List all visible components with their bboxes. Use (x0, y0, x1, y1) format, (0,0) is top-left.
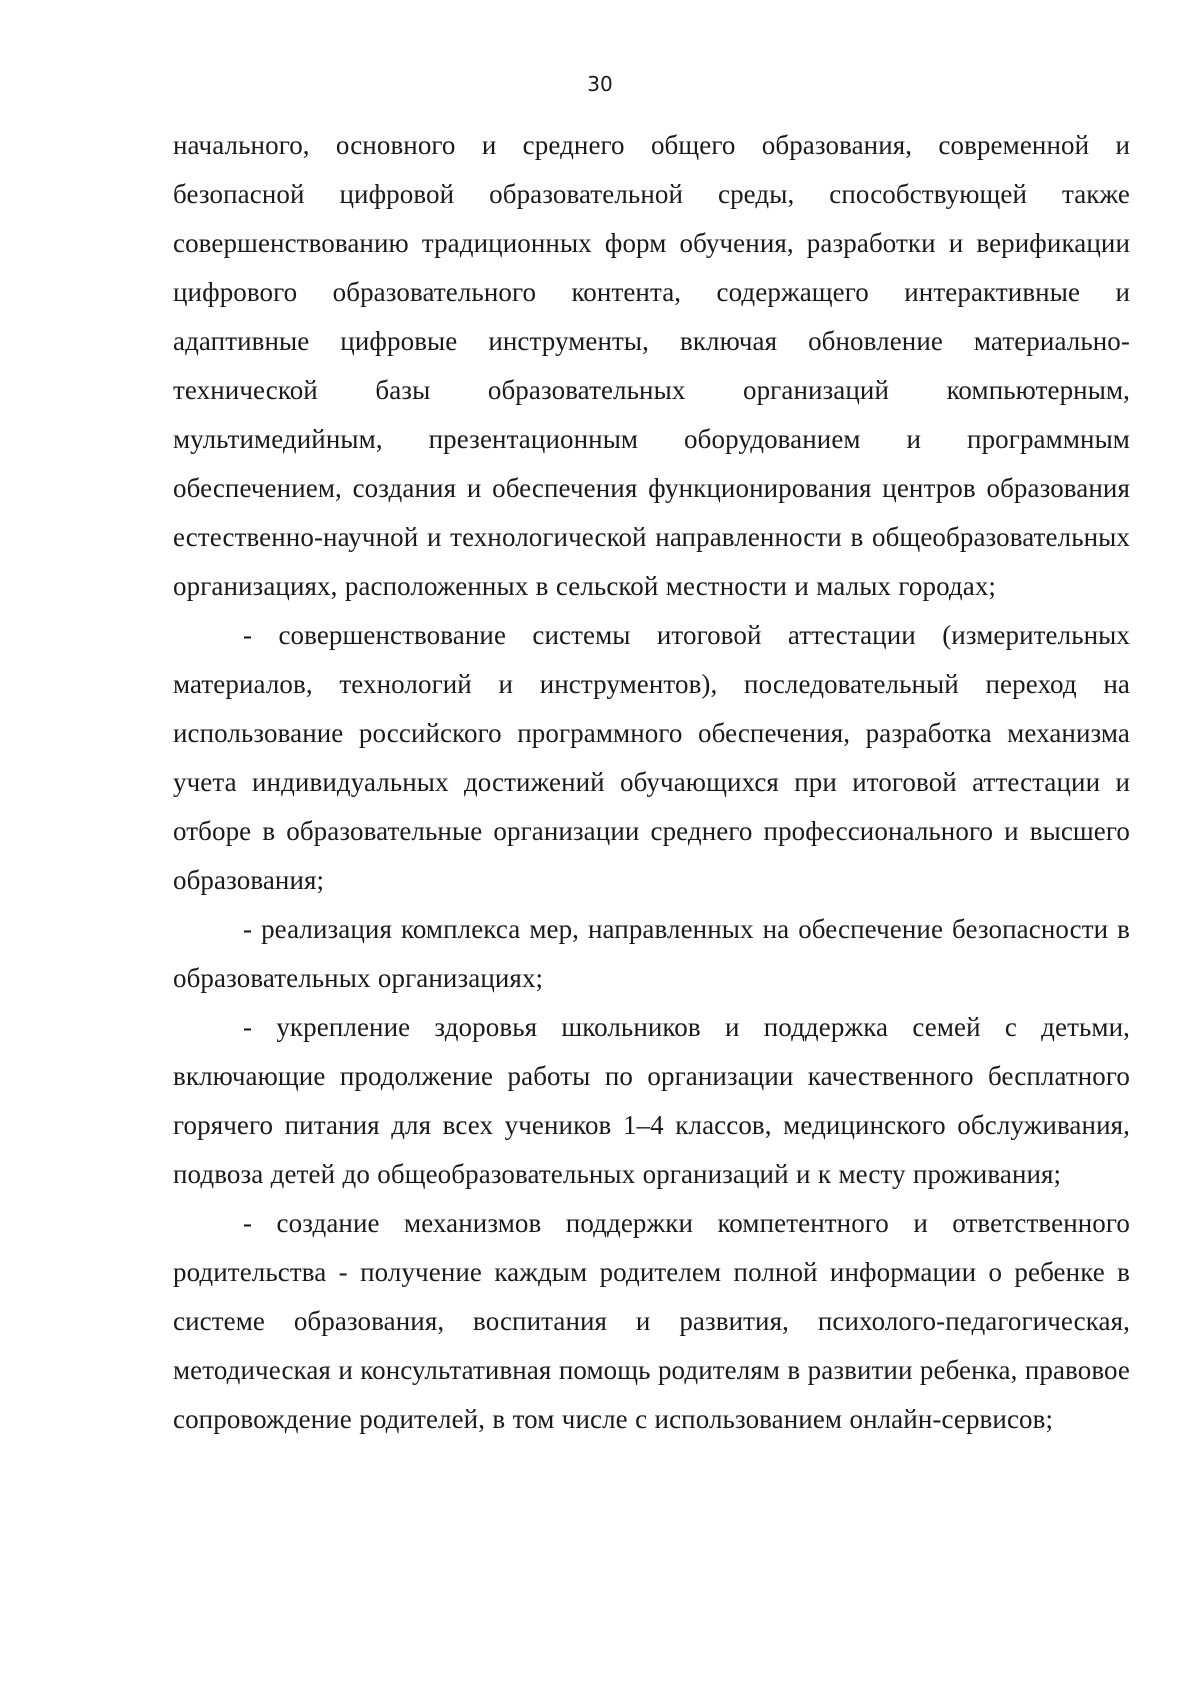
document-body (173, 121, 1130, 1444)
paragraph-health-support: - укрепление здоровья школьников и поддержка семей с детьми, включающие продолжение работы по организации качественного бесплатного горячего питания для всех учеников 1–4 классов, медицинского обслуживания, подвоза детей до общеобразовательных организаций и к месту проживания; (173, 1012, 1130, 1189)
paragraph-continuation: начального, основного и среднего общего образования, современной и безопасной цифровой образовательной среды, способствующей также совершенствованию традиционных форм обучения, разработки и верификации цифрового образовательного контента, содержащего интерактивные и адаптивные цифровые инструменты, включая обновление материально-технической базы образовательных организаций компьютерным, мультимедийным, презентационным оборудованием и программным обеспечением, создания и обеспечения функционирования центров образования естественно-научной и технологической направленности в общеобразовательных организациях, расположенных в сельской местности и малых городах; (173, 130, 1130, 601)
page-number: 30 (587, 72, 613, 96)
paragraph-parenting-support: - создание механизмов поддержки компетентного и ответственного родительства - получение каждым родителем полной информации о ребенке в системе образования, воспитания и развития, психолого-педагогическая, методическая и консультативная помощь родителям в развитии ребенка, правовое сопровождение родителей, в том числе с использованием онлайн-сервисов; (173, 1208, 1130, 1434)
paragraph-final-attestation: - совершенствование системы итоговой аттестации (измерительных материалов, технологий и инструментов), последовательный переход на использование российского программного обеспечения, разработка механизма учета индивидуальных достижений обучающихся при итоговой аттестации и отборе в образовательные организации среднего профессионального и высшего образования; (173, 620, 1130, 895)
paragraph-safety-measures: - реализация комплекса мер, направленных на обеспечение безопасности в образовательных организациях; (173, 914, 1130, 993)
